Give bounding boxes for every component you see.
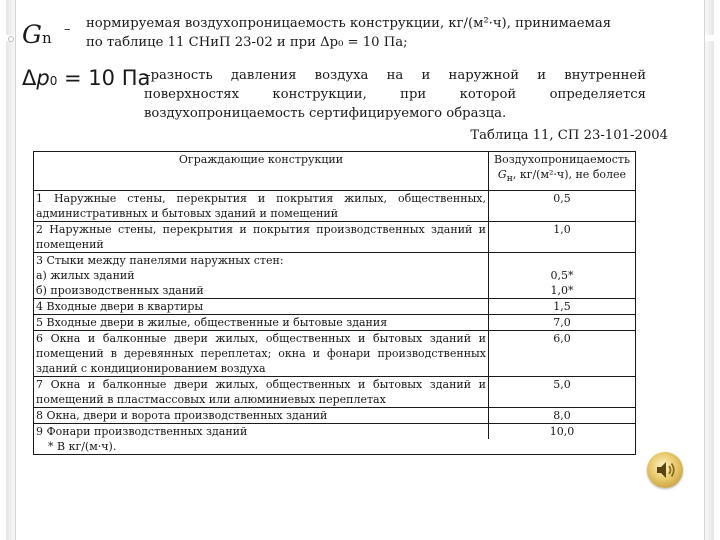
frame-notch-right xyxy=(705,35,714,41)
symbol-delta-p0 xyxy=(22,66,150,90)
speaker-body xyxy=(657,462,666,478)
row-value: 5,0 xyxy=(489,377,636,408)
header-permeability-line1: Воздухопроницаемость xyxy=(494,153,630,166)
row-value: 7,0 xyxy=(489,315,636,331)
table-row xyxy=(34,268,636,283)
speaker-wave-small xyxy=(669,466,671,474)
table-header-row xyxy=(34,152,636,191)
header-constructions: Ограждающие конструкции xyxy=(34,152,489,191)
slide-frame-right xyxy=(704,0,714,540)
table-footnote: * В кг/(м·ч). xyxy=(34,439,636,455)
air-permeability-table xyxy=(33,151,636,455)
row-value: 6,0 xyxy=(489,331,636,377)
row-value: 8,0 xyxy=(489,408,636,424)
row-name: 7 Окна и балконные двери жилых, общественных и бытовых зданий и помещений в пластмассовых или алюминиевых переплетах xyxy=(34,377,489,408)
row-value: 10,0 xyxy=(489,424,636,440)
row-value: 1,5 xyxy=(489,299,636,315)
header-units: , кг/(м²·ч), не более xyxy=(512,168,627,181)
row-value: 0,5* xyxy=(489,268,636,283)
definition-dp-line2: поверхностях конструкции, при которой определяется xyxy=(144,87,646,102)
speaker-wave-large xyxy=(672,464,674,477)
definition-gn xyxy=(86,14,671,52)
row-value: 0,5 xyxy=(489,191,636,222)
speaker-icon[interactable] xyxy=(647,452,683,488)
row-name: 9 Фонари производственных зданий xyxy=(34,424,489,440)
frame-dot xyxy=(8,36,14,42)
definition-gn-line2: по таблице 11 СНиП 23-02 и при Δp₀ = 10 Па; xyxy=(86,35,408,50)
definition-dp-line3: воздухопроницаемость сертифицируемого образца. xyxy=(144,106,507,121)
table-row xyxy=(34,377,636,408)
definition-dp-line1: –разность давления воздуха на и наружной и внутренней xyxy=(144,68,646,83)
speaker-glyph xyxy=(647,452,683,488)
row-name: 8 Окна, двери и ворота производственных зданий xyxy=(34,408,489,424)
symbol-p: p xyxy=(36,66,50,90)
row-value: 1,0* xyxy=(489,283,636,299)
table-row xyxy=(34,331,636,377)
row-name: 2 Наружные стены, перекрытия и покрытия производственных зданий и помещений xyxy=(34,222,489,253)
table-caption: Таблица 11, СП 23-101-2004 xyxy=(470,128,668,143)
row-name: 4 Входные двери в квартиры xyxy=(34,299,489,315)
row-name: 5 Входные двери в жилые, общественные и бытовые здания xyxy=(34,315,489,331)
symbol-p-subscript: 0 xyxy=(49,74,58,88)
row-value: 1,0 xyxy=(489,222,636,253)
row-name: 3 Стыки между панелями наружных стен: xyxy=(34,253,489,269)
table-row xyxy=(34,424,636,440)
table-row xyxy=(34,283,636,299)
symbol-dp-value: = 10 Па xyxy=(57,66,151,90)
header-permeability xyxy=(489,152,636,191)
table-row-group xyxy=(34,253,636,269)
row-name: а) жилых зданий xyxy=(34,268,489,283)
row-name: 1 Наружные стены, перекрытия и покрытия жилых, общественных, административных и бытовых зданий и помещений xyxy=(34,191,489,222)
header-permeability-line2 xyxy=(491,167,633,186)
table-row xyxy=(34,191,636,222)
symbol-delta: Δ xyxy=(22,66,37,90)
definition-dash: – xyxy=(64,22,71,37)
slide-frame-left xyxy=(6,0,16,540)
symbol-gn-letter: G xyxy=(22,20,42,49)
table-row xyxy=(34,315,636,331)
table-row xyxy=(34,299,636,315)
symbol-gn xyxy=(22,20,52,49)
row-value xyxy=(489,253,636,269)
table-row xyxy=(34,408,636,424)
row-name: б) производственных зданий xyxy=(34,283,489,299)
table-footnote-row xyxy=(34,439,636,455)
header-symbol-sub: н xyxy=(506,173,513,185)
symbol-gn-subscript: n xyxy=(41,29,52,47)
header-symbol-g: G xyxy=(497,168,507,181)
definition-delta-p0 xyxy=(144,66,646,123)
row-name: 6 Окна и балконные двери жилых, общественных и бытовых зданий и помещений в деревянных переплетах; окна и фонари производственных зданий с кондиционированием воздуха xyxy=(34,331,489,377)
table-row xyxy=(34,222,636,253)
definition-gn-line1: нормируемая воздухопроницаемость конструкции, кг/(м²·ч), принимаемая xyxy=(86,16,612,31)
